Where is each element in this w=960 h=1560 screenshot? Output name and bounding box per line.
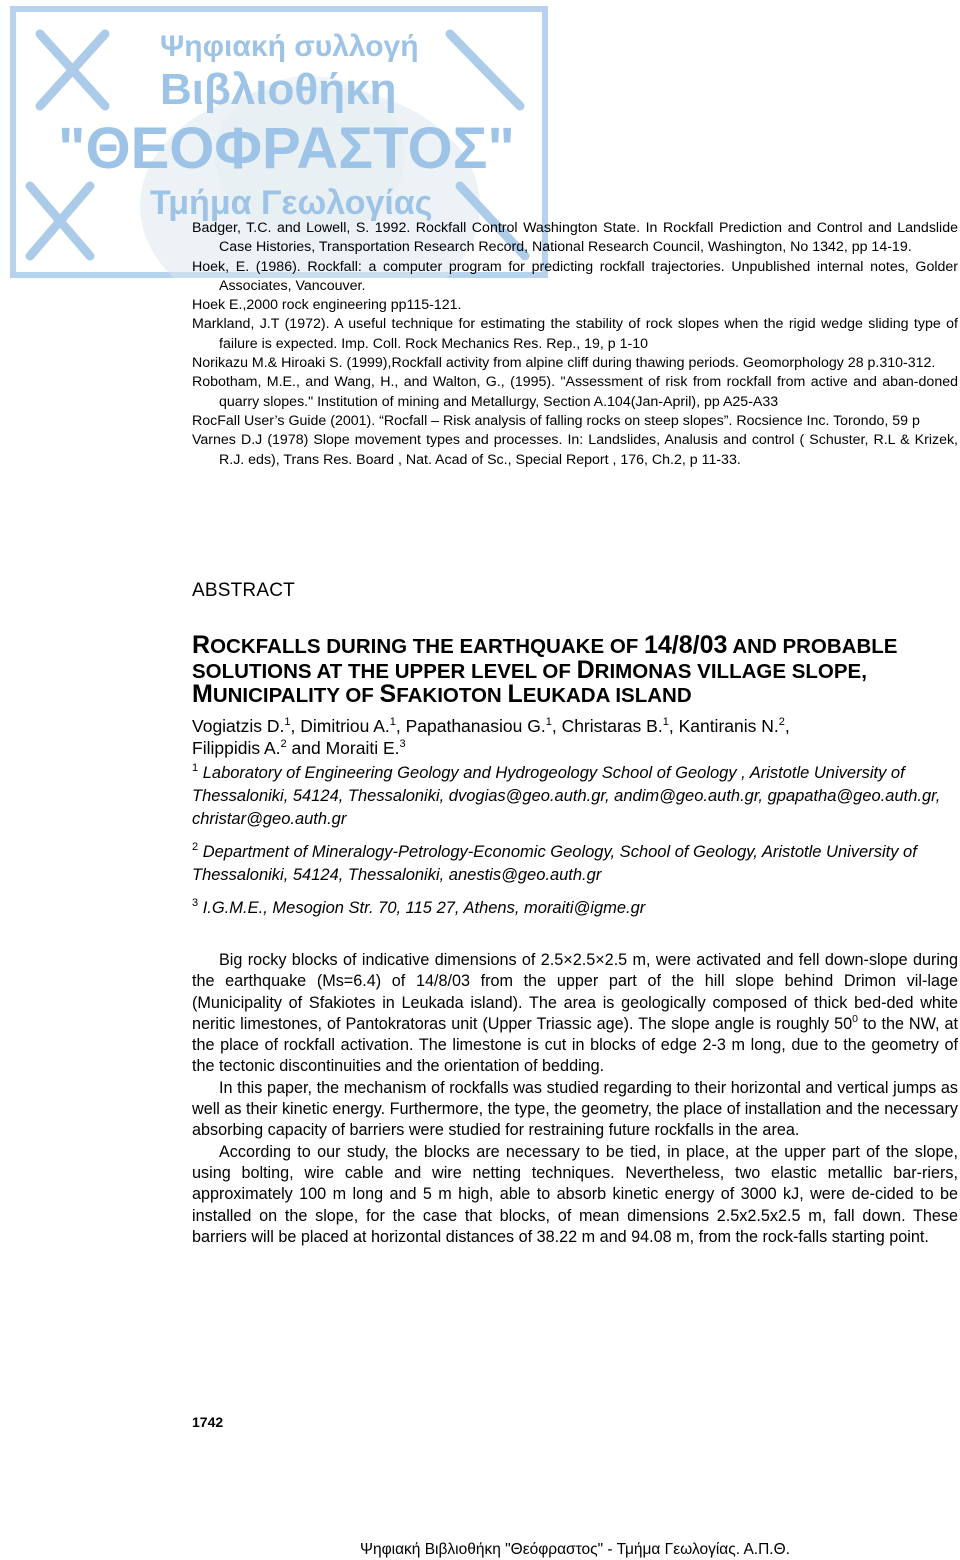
author-name: Dimitriou A. (300, 716, 390, 736)
author-name: Vogiatzis D. (192, 716, 285, 736)
author-affiliation-mark: 1 (284, 716, 291, 728)
title-fragment: UNICIPALITY OF (212, 684, 380, 707)
author-affiliation-mark: 1 (545, 716, 552, 728)
author-name: Christaras B. (561, 716, 663, 736)
watermark-line2: Βιβλιοθήκη (160, 65, 397, 114)
reference-item: Varnes D.J (1978) Slope movement types and processes. In: Landslides, Analusis and control ( Schuster, R.L & Krizek, R.J. eds), Trans Res. Board , Nat. Acad of Sc., Special Report , 176, Ch.2, p 11-33. (192, 432, 958, 468)
degree-superscript: 0 (852, 1012, 858, 1025)
title-fragment: OCKFALLS DURING THE EARTHQUAKE OF (210, 635, 644, 658)
author-affiliation-mark: 1 (389, 716, 396, 728)
title-fragment: L (507, 680, 523, 708)
abstract-paragraph: According to our study, the blocks are necessary to be tied, in place, at the upper part of the slope, using bolting, wire cable and wire netting techniques. Nevertheless, two elastic metallic bar-riers, approximately 100 m long and 5 m high, able to absorb kinetic energy of 3000 kJ, were de-cided to be installed on the slope, for the case that blocks, of mean dimensions 2.5x2.5x2.5 m, fall down. These barriers will be placed at horizontal distances of 38.22 m and 94.08 m, from the rock-falls starting point. (192, 1142, 958, 1246)
abstract-paragraph: In this paper, the mechanism of rockfalls was studied regarding to their horizontal and vertical jumps as well as their kinetic energy. Furthermore, the type, the geometry, the place of installation and the necessary absorbing capacity of barriers were studied for restraining future rockfalls in the area. (192, 1078, 959, 1140)
affiliation-text: I.G.M.E., Mesogion Str. 70, 115 27, Athens, moraiti@igme.gr (202, 899, 646, 917)
affiliation-number: 3 (192, 897, 199, 909)
abstract-text: Big rocky blocks of indicative dimensions of 2.5×2.5×2.5 m, were activated and fell down-slope during the earthquake (Ms=6.4) of 14/8/03 from the upper part of the hill slope behind Drimon vil-lage (Municipality of Sfakiotes in Leukada island). The area is geologically composed of thick bed-ded white neritic limestones, of Pantokratoras unit (Upper Triassic age). The slope angle is roughly 50 (192, 951, 958, 1033)
page-footer: Ψηφιακή Βιβλιοθήκη "Θεόφραστος" - Τμήμα Γεωλογίας. Α.Π.Θ. (360, 1541, 790, 1558)
title-fragment: RIMONAS VILLAGE SLOPE, (594, 659, 867, 683)
title-fragment: AND PROBABLE (727, 635, 898, 658)
reference-list (192, 219, 958, 470)
reference-item: Robotham, M.E., and Wang, H., and Walton, G., (1995). "Assessment of risk from rockfall from active and aban-doned quarry slopes." Institution of mining and Metallurgy, Section A.104(Jan-April), pp A25-A33 (192, 374, 958, 410)
affiliation-2 (192, 841, 958, 887)
reference-item: Badger, T.C. and Lowell, S. 1992. Rockfall Control Washington State. In Rockfall Prediction and Control and Landslide Case Histories, Transportation Research Record, National Research Council, Washington, No 1342, pp 14-19. (192, 220, 958, 256)
reference-item: Hoek, E. (1986). Rockfall: a computer program for predicting rockfall trajectories. Unpublished internal notes, Golder Associates, Vancouver. (192, 258, 958, 294)
title-fragment: R (192, 631, 211, 659)
abstract-heading: ABSTRACT (192, 580, 295, 601)
reference-item: Norikazu M.& Hiroaki S. (1999),Rockfall activity from alpine cliff during thawing periods. Geomorphology 28 p.310-312. (192, 355, 936, 372)
reference-item: Hoek E.,2000 rock engineering pp115-121. (192, 297, 462, 314)
affiliation-number: 1 (192, 762, 199, 774)
affiliation-text: Laboratory of Engineering Geology and Hydrogeology School of Geology , Aristotle University of Thessaloniki, 54124, Thessaloniki, dvogias@geo.auth.gr, andim@geo.auth.gr, gpapatha@geo.auth.gr, christar@geo.auth.gr (192, 764, 941, 828)
author-name: Moraiti E. (325, 737, 400, 758)
author-joiner: and (291, 737, 321, 758)
watermark-line3: "ΘΕΟΦΡΑΣΤΟΣ" (58, 116, 515, 181)
abstract-paragraph (192, 950, 958, 1078)
author-name: Kantiranis N. (678, 716, 779, 736)
author-affiliation-mark: 1 (662, 716, 669, 728)
title-fragment: FAKIOTON (396, 684, 508, 707)
affiliation-number: 2 (192, 841, 199, 853)
author-affiliation-mark: 2 (778, 716, 785, 728)
reference-item: Markland, J.T (1972). A useful technique for estimating the stability of rock slopes when the rigid wedge sliding type of failure is expected. Imp. Coll. Rock Mechanics Res. Rep., 19, p 1-10 (192, 316, 958, 352)
watermark-line1: Ψηφιακή συλλογή (160, 30, 419, 63)
reference-item: RocFall User’s Guide (2001). “Rocfall – Risk analysis of falling rocks on steep slopes”. Rocsience Inc. Torondo, 59 p (192, 412, 920, 429)
affiliation-3 (192, 897, 958, 920)
author-affiliation-mark: 3 (399, 737, 406, 750)
page-number: 1742 (192, 1414, 224, 1430)
abstract-body (192, 950, 958, 1248)
abstract-text: to the NW, at the place of rockfall activation. The limestone is cut in blocks of edge 2-3 m long, due to the geometry of the tectonic discontinuities and the orientation of bedding. (192, 1014, 958, 1076)
title-fragment: D (576, 655, 595, 684)
title-fragment: M (192, 680, 213, 708)
title-fragment: 14/8/03 (643, 631, 728, 659)
watermark-line4: Τμήμα Γεωλογίας (150, 184, 433, 222)
author-affiliation-mark: 2 (280, 737, 287, 750)
title-fragment: SOLUTIONS AT THE UPPER LEVEL OF (192, 659, 577, 683)
title-fragment: EUKADA ISLAND (522, 684, 692, 707)
author-name: Filippidis A. (192, 737, 281, 758)
author-name: Papathanasiou G. (405, 716, 546, 736)
affiliation-1 (192, 762, 958, 831)
author-list: Vogiatzis D.$^1$, Dimitriou A.$^1$, Papathanasiou G.$^1$, Christaras B.$^1$, Kantiranis N.$^2$, Filippidis A.$^2$ and Moraiti E.$^3$ (192, 716, 790, 758)
paper-title (192, 631, 952, 708)
affiliation-text: Department of Mineralogy-Petrology-Economic Geology, School of Geology, Aristotle University of Thessaloniki, 54124, Thessaloniki, anestis@geo.auth.gr (192, 843, 917, 884)
title-fragment: S (379, 680, 397, 708)
